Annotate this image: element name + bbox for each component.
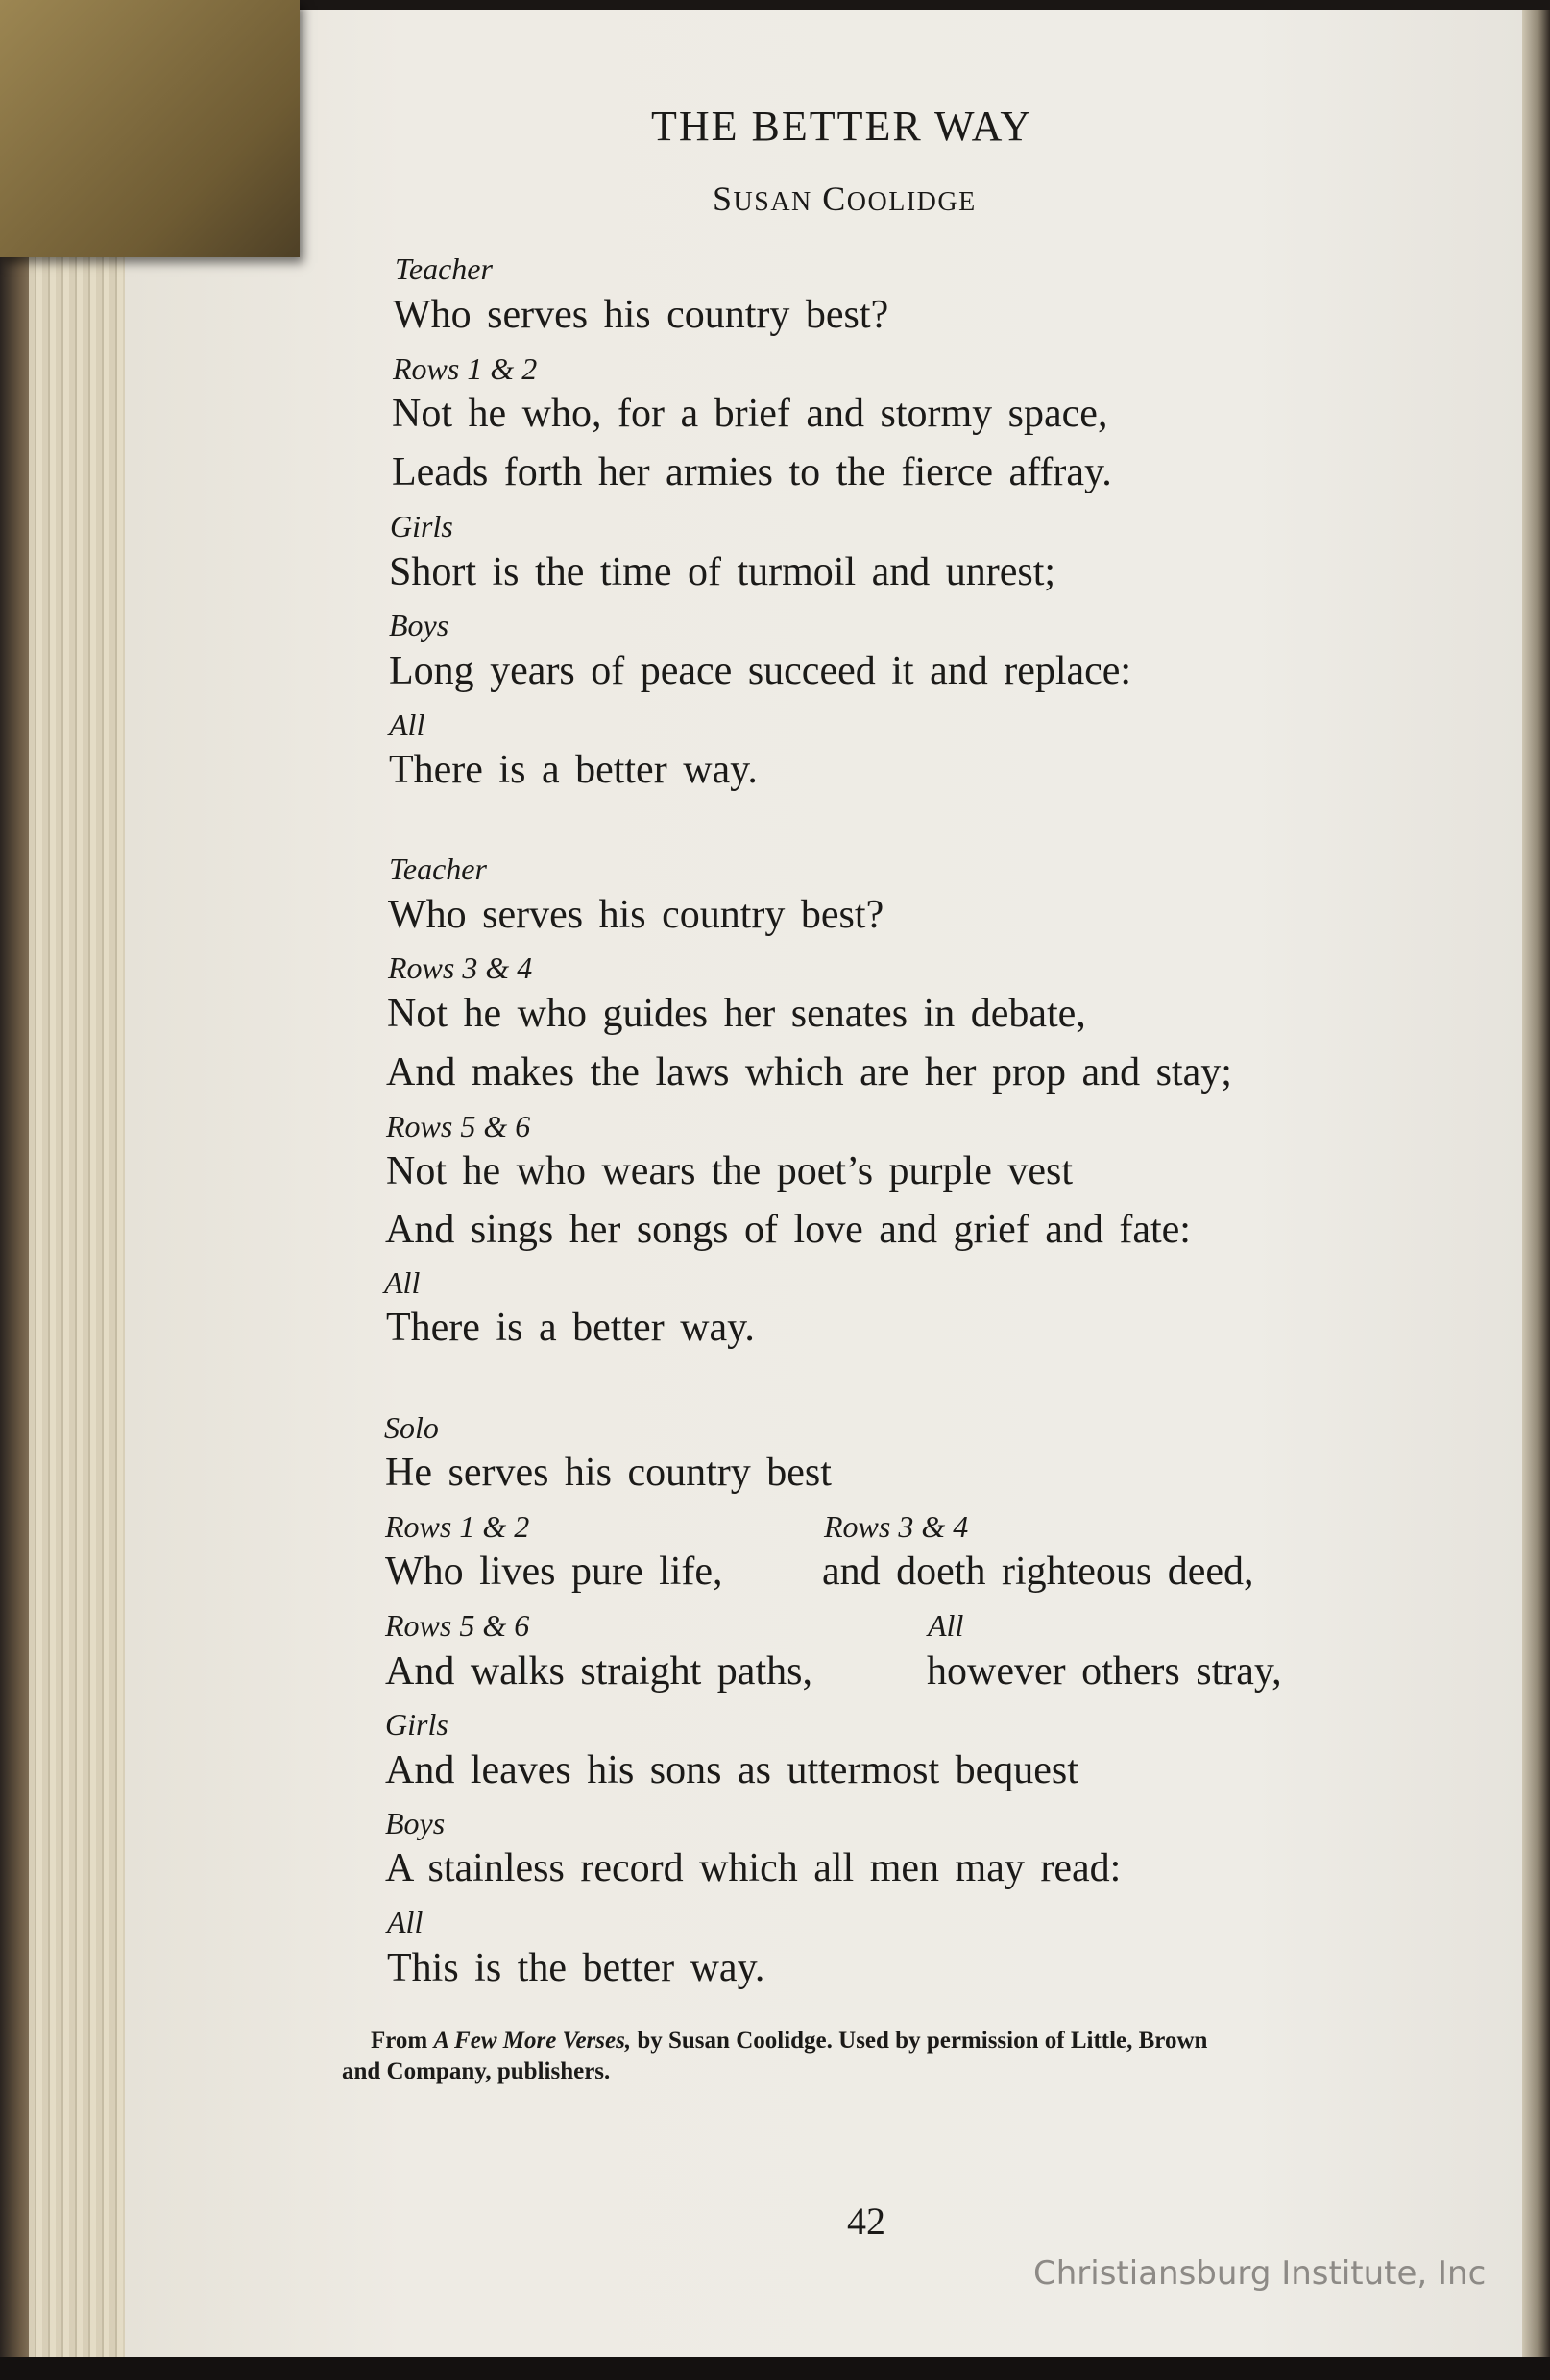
poem-line: Not he who, for a brief and stormy space, (392, 392, 1108, 436)
speaker-label-teacher: Teacher (395, 252, 493, 286)
poem-line: Long years of peace succeed it and replace: (389, 649, 1132, 693)
poem-line: And walks straight paths, (385, 1649, 812, 1694)
speaker-label-all: All (389, 708, 425, 742)
poem-line: Who serves his country best? (393, 293, 889, 337)
speaker-label-girls: Girls (390, 509, 453, 543)
watermark: Christiansburg Institute, Inc (1033, 2254, 1487, 2293)
poem-line: There is a better way. (389, 748, 758, 792)
speaker-label-rows: Rows 1 & 2 (385, 1509, 530, 1544)
speaker-label-rows: Rows 5 & 6 (386, 1109, 531, 1143)
page-right-edge (1522, 10, 1550, 2380)
bookmark-tab (0, 0, 300, 257)
speaker-label-girls: Girls (385, 1707, 448, 1742)
page-number: 42 (847, 2200, 885, 2243)
footnote-line: and Company, publishers. (342, 2058, 611, 2084)
poem-line: And leaves his sons as uttermost bequest (385, 1748, 1078, 1792)
footnote-line: From A Few More Verses, by Susan Coolidge. Used by permission of Little, Brown (371, 2028, 1208, 2054)
speaker-label-boys: Boys (389, 608, 449, 642)
bottom-background (0, 2357, 1550, 2380)
poem-line: Not he who wears the poet’s purple vest (386, 1149, 1074, 1193)
speaker-label-solo: Solo (384, 1410, 439, 1445)
poem-line: Who serves his country best? (388, 893, 884, 937)
poem-line: There is a better way. (386, 1306, 755, 1350)
speaker-label-boys: Boys (385, 1806, 446, 1840)
poem-line: however others stray, (927, 1649, 1282, 1694)
speaker-label-rows: Rows 1 & 2 (393, 351, 538, 386)
poem-line: And makes the laws which are her prop and stay; (386, 1050, 1232, 1094)
poem-line: He serves his country best (385, 1451, 832, 1495)
poem-title: THE BETTER WAY (651, 103, 1033, 150)
poem-line: A stainless record which all men may read: (385, 1846, 1122, 1890)
speaker-label-teacher: Teacher (389, 852, 487, 886)
speaker-label-rows: Rows 5 & 6 (385, 1608, 530, 1643)
poem-line: And sings her songs of love and grief and fate: (385, 1208, 1191, 1252)
poem-line: Short is the time of turmoil and unrest; (389, 550, 1056, 594)
poem-line: Leads forth her armies to the fierce affray. (392, 450, 1112, 494)
speaker-label-rows: Rows 3 & 4 (388, 950, 533, 985)
poem-line: Who lives pure life, (385, 1550, 723, 1594)
speaker-label-all: All (387, 1905, 424, 1939)
poem-line: and doeth righteous deed, (822, 1550, 1254, 1594)
speaker-label-all: All (928, 1608, 964, 1643)
speaker-label-all: All (384, 1265, 421, 1300)
poem-author: SUSAN COOLIDGE (713, 180, 977, 218)
poem-line: Not he who guides her senates in debate, (387, 992, 1086, 1036)
speaker-label-rows: Rows 3 & 4 (824, 1509, 969, 1544)
poem-line: This is the better way. (387, 1946, 765, 1990)
